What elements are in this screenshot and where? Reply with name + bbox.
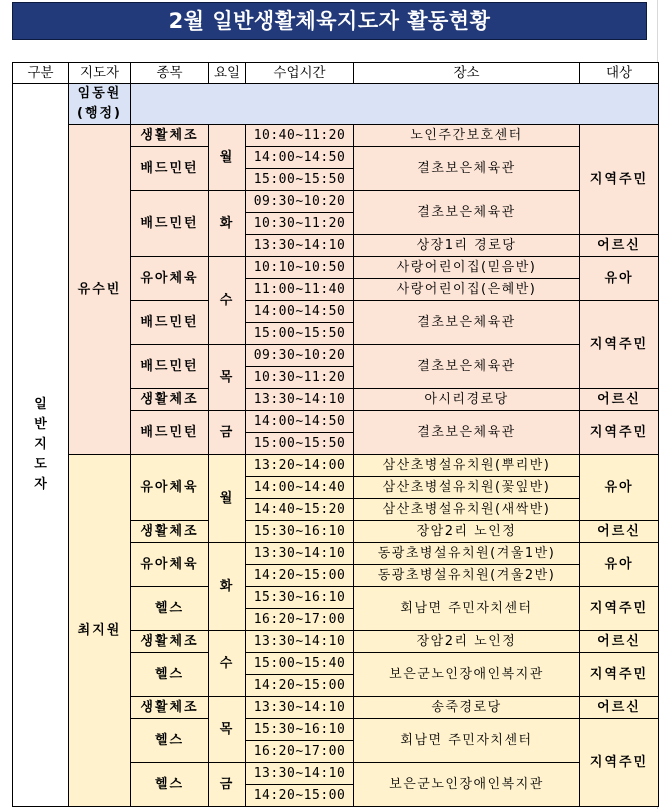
time-cell: 14:00~14:50 xyxy=(246,147,354,169)
time-cell: 11:00~11:40 xyxy=(246,279,354,301)
place-cell: 회남면 주민자치센터 xyxy=(354,719,580,763)
place-cell: 결초보은체육관 xyxy=(354,301,580,345)
sport-cell: 헬스 xyxy=(131,719,209,763)
header-instructor: 지도자 xyxy=(69,63,131,84)
time-cell: 10:40~11:20 xyxy=(246,125,354,147)
time-cell: 16:20~17:00 xyxy=(246,741,354,763)
sport-cell: 생활체조 xyxy=(131,521,209,543)
place-cell: 보은군노인장애인복지관 xyxy=(354,763,580,807)
sport-cell: 배드민턴 xyxy=(131,411,209,455)
sport-cell: 유아체육 xyxy=(131,455,209,521)
time-cell: 13:30~14:10 xyxy=(246,543,354,565)
target-cell: 지역주민 xyxy=(580,653,659,697)
day-cell: 수 xyxy=(209,257,246,345)
sport-cell: 헬스 xyxy=(131,763,209,807)
place-cell: 노인주간보호센터 xyxy=(354,125,580,147)
sport-cell: 유아체육 xyxy=(131,543,209,587)
target-cell: 지역주민 xyxy=(580,719,659,807)
target-cell: 지역주민 xyxy=(580,411,659,455)
sport-cell: 배드민턴 xyxy=(131,345,209,389)
sport-cell: 유아체육 xyxy=(131,257,209,301)
place-cell: 결초보은체육관 xyxy=(354,191,580,235)
day-cell: 월 xyxy=(209,125,246,191)
time-cell: 13:30~14:10 xyxy=(246,631,354,653)
place-cell: 보은군노인장애인복지관 xyxy=(354,653,580,697)
header-target: 대상 xyxy=(580,63,659,84)
time-cell: 14:00~14:50 xyxy=(246,301,354,323)
time-cell: 13:20~14:00 xyxy=(246,455,354,477)
header-row xyxy=(13,63,659,84)
place-cell: 사랑어린이집(은혜반) xyxy=(354,279,580,301)
header-category: 구분 xyxy=(13,63,69,84)
time-cell: 14:00~14:40 xyxy=(246,477,354,499)
sport-cell: 배드민턴 xyxy=(131,147,209,191)
time-cell: 10:30~11:20 xyxy=(246,213,354,235)
place-cell: 장암2리 노인정 xyxy=(354,521,580,543)
place-cell: 결초보은체육관 xyxy=(354,345,580,389)
time-cell: 15:30~16:10 xyxy=(246,719,354,741)
day-cell: 화 xyxy=(209,191,246,257)
sport-cell: 배드민턴 xyxy=(131,191,209,257)
time-cell: 13:30~14:10 xyxy=(246,763,354,785)
place-cell: 동광초병설유치원(겨울1반) xyxy=(354,543,580,565)
admin-name-cell: 임동원 (행정) xyxy=(69,84,131,125)
target-cell: 어르신 xyxy=(580,235,659,257)
time-cell: 15:00~15:50 xyxy=(246,433,354,455)
sport-cell: 생활체조 xyxy=(131,389,209,411)
target-cell: 지역주민 xyxy=(580,587,659,631)
time-cell: 15:30~16:10 xyxy=(246,587,354,609)
time-cell: 09:30~10:20 xyxy=(246,191,354,213)
target-cell: 지역주민 xyxy=(580,301,659,389)
day-cell: 목 xyxy=(209,697,246,763)
target-cell: 어르신 xyxy=(580,697,659,719)
place-cell: 아시리경로당 xyxy=(354,389,580,411)
header-sport: 종목 xyxy=(131,63,209,84)
time-cell: 14:20~15:00 xyxy=(246,785,354,807)
header-day: 요일 xyxy=(209,63,246,84)
time-cell: 16:20~17:00 xyxy=(246,609,354,631)
time-cell: 13:30~14:10 xyxy=(246,235,354,257)
target-cell: 유아 xyxy=(580,455,659,521)
time-cell: 14:20~15:00 xyxy=(246,565,354,587)
time-cell: 10:30~11:20 xyxy=(246,367,354,389)
day-cell: 금 xyxy=(209,411,246,455)
day-cell: 목 xyxy=(209,345,246,411)
instructor-name: 최지원 xyxy=(69,455,131,807)
admin-row xyxy=(13,84,659,125)
place-cell: 삼산초병설유치원(꽃잎반) xyxy=(354,477,580,499)
sport-cell: 헬스 xyxy=(131,587,209,631)
place-cell: 상장1리 경로당 xyxy=(354,235,580,257)
day-cell: 화 xyxy=(209,543,246,631)
day-cell: 금 xyxy=(209,763,246,807)
time-cell: 13:30~14:10 xyxy=(246,389,354,411)
place-cell: 삼산초병설유치원(뿌리반) xyxy=(354,455,580,477)
target-cell: 어르신 xyxy=(580,521,659,543)
target-cell: 유아 xyxy=(580,257,659,301)
place-cell: 회남면 주민자치센터 xyxy=(354,587,580,631)
time-cell: 15:30~16:10 xyxy=(246,521,354,543)
time-cell: 09:30~10:20 xyxy=(246,345,354,367)
target-cell: 지역주민 xyxy=(580,125,659,235)
day-cell: 월 xyxy=(209,455,246,543)
time-cell: 15:00~15:50 xyxy=(246,169,354,191)
sport-cell: 생활체조 xyxy=(131,125,209,147)
table-row xyxy=(13,455,659,477)
time-cell: 15:00~15:50 xyxy=(246,323,354,345)
time-cell: 14:40~15:20 xyxy=(246,499,354,521)
header-time: 수업시간 xyxy=(246,63,354,84)
sport-cell: 배드민턴 xyxy=(131,301,209,345)
place-cell: 송죽경로당 xyxy=(354,697,580,719)
schedule-table xyxy=(12,62,659,807)
place-cell: 결초보은체육관 xyxy=(354,411,580,455)
sport-cell: 헬스 xyxy=(131,653,209,697)
instructor-name: 유수빈 xyxy=(69,125,131,455)
place-cell: 장암2리 노인정 xyxy=(354,631,580,653)
sport-cell: 생활체조 xyxy=(131,631,209,653)
time-cell: 13:30~14:10 xyxy=(246,697,354,719)
category-cell: 일 반 지 도 자 xyxy=(13,84,69,807)
place-cell: 사랑어린이집(믿음반) xyxy=(354,257,580,279)
admin-empty-cell xyxy=(131,84,659,125)
time-cell: 14:00~14:50 xyxy=(246,411,354,433)
place-cell: 결초보은체육관 xyxy=(354,147,580,191)
time-cell: 15:00~15:40 xyxy=(246,653,354,675)
sport-cell: 생활체조 xyxy=(131,697,209,719)
day-cell: 수 xyxy=(209,631,246,697)
page-title: 2월 일반생활체육지도자 활동현황 xyxy=(12,2,647,40)
target-cell: 어르신 xyxy=(580,389,659,411)
header-place: 장소 xyxy=(354,63,580,84)
table-row xyxy=(13,125,659,147)
place-cell: 삼산초병설유치원(새싹반) xyxy=(354,499,580,521)
time-cell: 14:20~15:00 xyxy=(246,675,354,697)
target-cell: 어르신 xyxy=(580,631,659,653)
place-cell: 동광초병설유치원(겨울2반) xyxy=(354,565,580,587)
time-cell: 10:10~10:50 xyxy=(246,257,354,279)
target-cell: 유아 xyxy=(580,543,659,587)
